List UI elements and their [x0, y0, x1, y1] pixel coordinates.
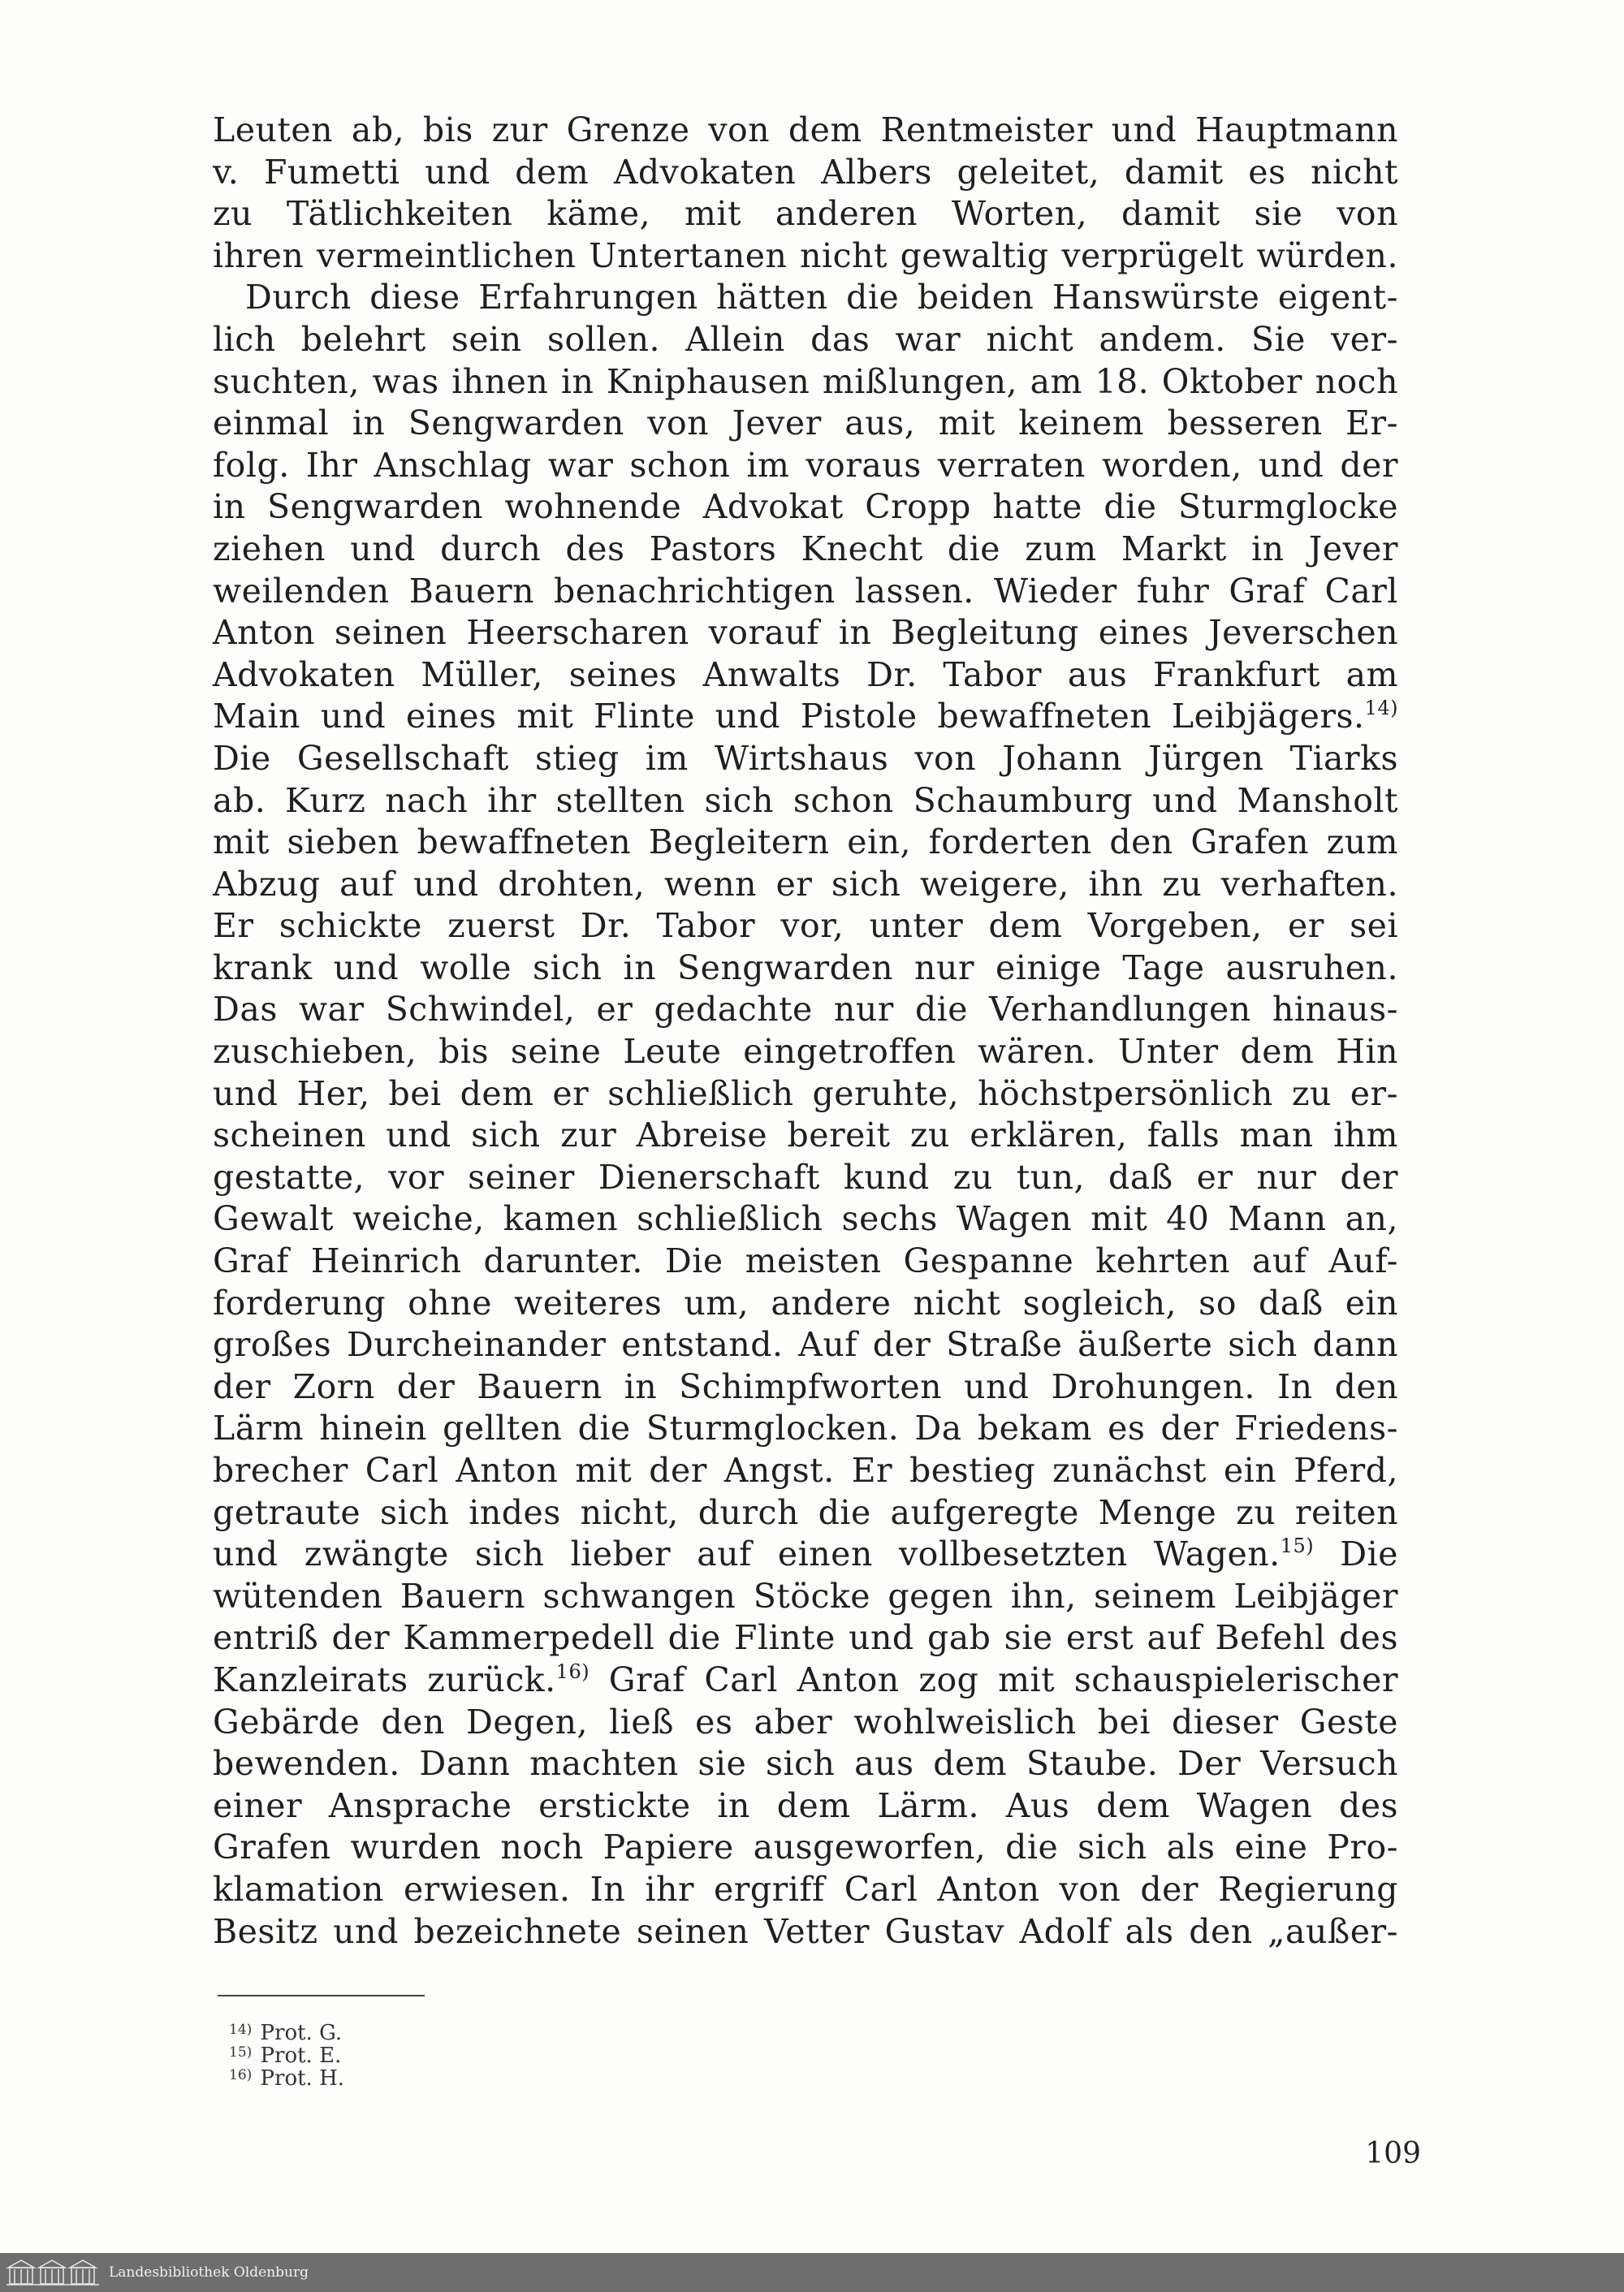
text-line: Graf Heinrich darunter. Die meisten Gespanne kehrten auf Auf-	[213, 1241, 1398, 1281]
text-line: Die Gesellschaft stieg im Wirtshaus von Johann Jürgen Tiarks	[213, 738, 1398, 778]
footnote-ref-14: 14)	[1364, 697, 1398, 720]
body-text	[213, 110, 1398, 1953]
text-line: forderung ohne weiteres um, andere nicht sogleich, so daß ein	[213, 1283, 1398, 1323]
line-text: Graf Carl Anton zog mit schauspielerischer	[590, 1660, 1398, 1699]
text-line: weilenden Bauern benachrichtigen lassen. Wieder fuhr Graf Carl	[213, 571, 1398, 611]
footnote-text: Prot. G.	[260, 2021, 343, 2045]
text-line: einmal in Sengwarden von Jever aus, mit keinem besseren Er-	[213, 404, 1398, 443]
text-line	[213, 696, 1398, 738]
text-line: folg. Ihr Anschlag war schon im voraus verraten worden, und der	[213, 445, 1398, 485]
page-number: 109	[1365, 2137, 1421, 2170]
text-line: Anton seinen Heerscharen vorauf in Begleitung eines Jeverschen	[213, 613, 1398, 653]
text-line: Er schickte zuerst Dr. Tabor vor, unter dem Vorgeben, er sei	[213, 906, 1398, 946]
text-line: scheinen und sich zur Abreise bereit zu erklären, falls man ihm	[213, 1116, 1398, 1155]
text-line: krank und wolle sich in Sengwarden nur einige Tage ausruhen.	[213, 947, 1398, 987]
text-line: Abzug auf und drohten, wenn er sich weigere, ihn zu verhaften.	[213, 864, 1398, 904]
text-line: in Sengwarden wohnende Advokat Cropp hatte die Sturmglocke	[213, 487, 1398, 527]
footnote-number: 16)	[229, 2067, 253, 2083]
text-line: zuschieben, bis seine Leute eingetroffen wären. Unter dem Hin	[213, 1032, 1398, 1072]
text-line: brecher Carl Anton mit der Angst. Er bestieg zunächst ein Pferd,	[213, 1451, 1398, 1490]
library-label: Landesbibliothek Oldenburg	[109, 2264, 309, 2281]
footnote-text: Prot. E.	[260, 2044, 342, 2068]
text-line: bewenden. Dann machten sie sich aus dem Staube. Der Versuch	[213, 1744, 1398, 1784]
text-line: Gewalt weiche, kamen schließlich sechs Wagen mit 40 Mann an,	[213, 1199, 1398, 1239]
text-line	[213, 1534, 1398, 1576]
text-line: Grafen wurden noch Papiere ausgeworfen, die sich als eine Pro-	[213, 1828, 1398, 1867]
text-line: großes Durcheinander entstand. Auf der Straße äußerte sich dann	[213, 1325, 1398, 1365]
text-line: ziehen und durch des Pastors Knecht die zum Markt in Jever	[213, 529, 1398, 568]
text-line: Das war Schwindel, er gedachte nur die Verhandlungen hinaus-	[213, 990, 1398, 1029]
library-building-icon	[5, 2258, 101, 2287]
text-line: der Zorn der Bauern in Schimpfworten und Drohungen. In den	[213, 1366, 1398, 1406]
text-line: suchten, was ihnen in Kniphausen mißlungen, am 18. Oktober noch	[213, 361, 1398, 401]
footnote-text: Prot. H.	[260, 2066, 345, 2091]
text-line: wütenden Bauern schwangen Stöcke gegen ihn, seinem Leibjäger	[213, 1576, 1398, 1616]
text-line: klamation erwiesen. In ihr ergriff Carl Anton von der Regierung	[213, 1869, 1398, 1909]
text-line: Besitz und bezeichnete seinen Vetter Gustav Adolf als den „außer-	[213, 1911, 1398, 1951]
text-line: Lärm hinein gellten die Sturmglocken. Da bekam es der Friedens-	[213, 1409, 1398, 1448]
footnotes	[229, 2020, 345, 2091]
line-text: Kanzleirats zurück.	[213, 1660, 556, 1699]
text-line: lich belehrt sein sollen. Allein das war nicht andem. Sie ver-	[213, 319, 1398, 359]
text-line: Durch diese Erfahrungen hätten die beiden Hanswürste eigent-	[245, 278, 1398, 317]
line-text: Main und eines mit Flinte und Pistole bewaffneten Leibjägers.	[213, 697, 1365, 736]
footnote-divider	[218, 1995, 425, 1996]
text-line: und Her, bei dem er schließlich geruhte, höchstpersönlich zu er-	[213, 1073, 1398, 1113]
line-text: und zwängte sich lieber auf einen vollbesetzten Wagen.	[213, 1534, 1281, 1574]
text-line: Leuten ab, bis zur Grenze von dem Rentmeister und Hauptmann	[213, 110, 1398, 149]
footnote-ref-15: 15)	[1280, 1534, 1315, 1558]
text-line: gestatte, vor seiner Dienerschaft kund zu tun, daß er nur der	[213, 1157, 1398, 1197]
text-line: Advokaten Müller, seines Anwalts Dr. Tabor aus Frankfurt am	[213, 654, 1398, 694]
text-line: einer Ansprache erstickte in dem Lärm. Aus dem Wagen des	[213, 1785, 1398, 1825]
footnote-ref-16: 16)	[555, 1660, 590, 1683]
line-text: Die	[1314, 1534, 1398, 1574]
footnote-14	[229, 2020, 344, 2043]
text-line: ab. Kurz nach ihr stellten sich schon Schaumburg und Mansholt	[213, 780, 1398, 820]
text-line: Gebärde den Degen, ließ es aber wohlweislich bei dieser Geste	[213, 1702, 1398, 1742]
text-line: entriß der Kammerpedell die Flinte und gab sie erst auf Befehl des	[213, 1618, 1398, 1658]
footnote-number: 15)	[229, 2044, 253, 2061]
text-line: v. Fumetti und dem Advokaten Albers geleitet, damit es nicht	[213, 152, 1398, 192]
footnote-number: 14)	[229, 2022, 253, 2038]
text-line: mit sieben bewaffneten Begleitern ein, forderten den Grafen zum	[213, 822, 1398, 862]
text-line: getraute sich indes nicht, durch die aufgeregte Menge zu reiten	[213, 1492, 1398, 1532]
footnote-15	[229, 2043, 344, 2068]
text-line	[213, 1660, 1398, 1702]
footnote-16	[229, 2065, 345, 2091]
text-line: ihren vermeintlichen Untertanen nicht gewaltig verprügelt würden.	[213, 235, 1398, 275]
text-line: zu Tätlichkeiten käme, mit anderen Worten, damit sie von	[213, 194, 1398, 234]
